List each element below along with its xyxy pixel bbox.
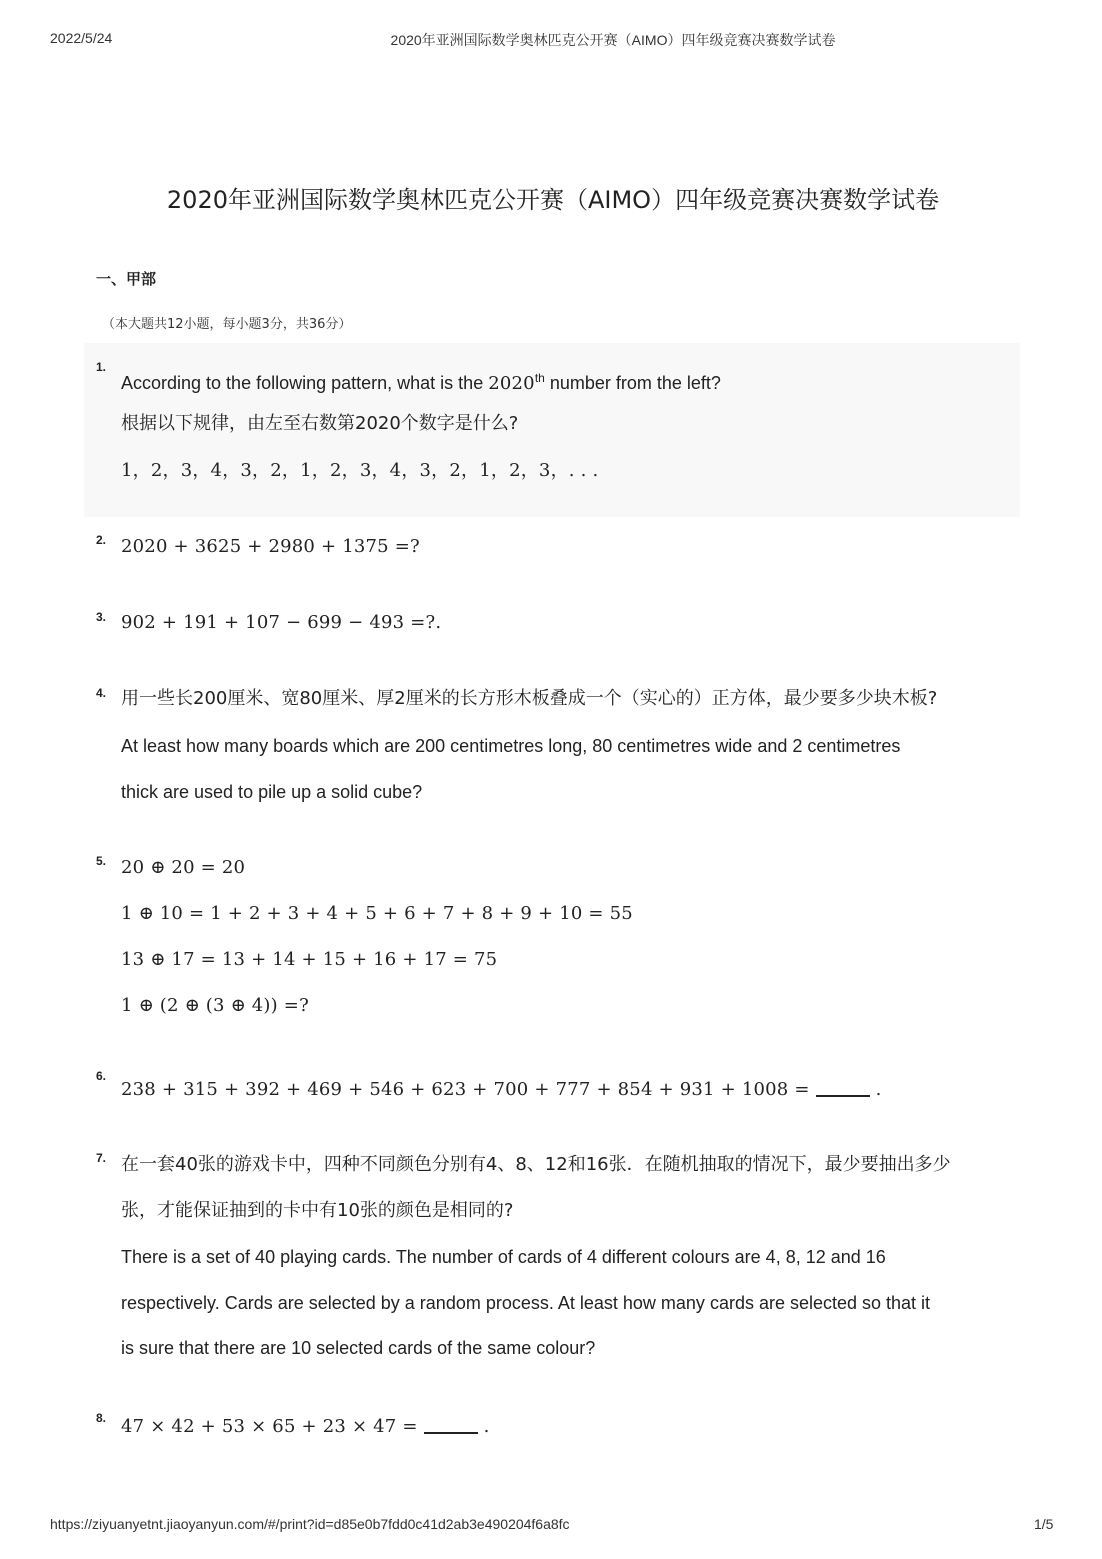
question-7-chinese-1: 在一套40张的游戏卡中，四种不同颜色分别有4、8、12和16张．在随机抽取的情况下，最少要抽出多少 (121, 1154, 951, 1175)
footer-url: https://ziyuanyetnt.jiaoyanyun.com/#/print?id=d85e0b7fdd0c41d2ab3e490204f6a8fc (50, 1516, 570, 1532)
question-6-expression: 238 + 315 + 392 + 469 + 546 + 623 + 700 + 777 + 854 + 931 + 1008 = (121, 1079, 810, 1100)
header-title: 2020年亚洲国际数学奥林匹克公开赛（AIMO）四年级竞赛决赛数学试卷 (390, 32, 836, 48)
question-1-english-pre: According to the following pattern, what is the (121, 373, 489, 393)
question-6-line (121, 1077, 882, 1102)
question-5-number: 5. (96, 854, 107, 868)
section-title: 一、甲部 (96, 270, 157, 288)
question-1-number-2020: 2020 (488, 373, 535, 394)
question-1-superscript: th (534, 371, 545, 385)
question-6-number: 6. (96, 1069, 107, 1083)
header-date: 2022/5/24 (50, 30, 113, 46)
document-title: 2020年亚洲国际数学奥林匹克公开赛（AIMO）四年级竞赛决赛数学试卷 (166, 186, 940, 214)
question-1-sequence: 1，2，3，4，3，2，1，2，3，4，3，2，1，2，3，. . . (121, 460, 599, 481)
question-6-period: . (875, 1079, 882, 1100)
question-6-answer-blank (816, 1077, 870, 1097)
question-8-expression: 47 × 42 + 53 × 65 + 23 × 47 = (121, 1416, 418, 1437)
question-7-number: 7. (96, 1151, 107, 1165)
question-1-english (121, 366, 721, 396)
question-1-chinese: 根据以下规律，由左至右数第2020个数字是什么? (121, 413, 519, 434)
question-4-chinese: 用一些长200厘米、宽80厘米、厚2厘米的长方形木板叠成一个（实心的）正方体，最少要多少块木板? (121, 688, 938, 709)
question-4-number: 4. (96, 686, 107, 700)
question-8-line (121, 1414, 490, 1439)
footer-page-number: 1/5 (1034, 1516, 1054, 1532)
question-5-line-1: 20 ⊕ 20 = 20 (121, 857, 246, 878)
question-7-english-2: respectively. Cards are selected by a random process. At least how many cards are selected so that it (121, 1293, 931, 1313)
question-5-line-3: 13 ⊕ 17 = 13 + 14 + 15 + 16 + 17 = 75 (121, 949, 498, 970)
question-8-answer-blank (424, 1414, 478, 1434)
section-note: （本大题共12小题，每小题3分，共36分） (102, 317, 352, 332)
question-7-english-1: There is a set of 40 playing cards. The number of cards of 4 different colours are 4, 8, 12 and 16 (121, 1247, 886, 1267)
question-5-line-4: 1 ⊕ (2 ⊕ (3 ⊕ 4)) =? (121, 995, 309, 1016)
question-7-english-3: is sure that there are 10 selected cards of the same colour? (121, 1338, 596, 1358)
question-1-english-post: number from the left? (544, 373, 721, 393)
question-3-number: 3. (96, 610, 107, 624)
question-2-expression: 2020 + 3625 + 2980 + 1375 =? (121, 536, 420, 557)
question-8-period: . (483, 1416, 490, 1437)
question-4-english-2: thick are used to pile up a solid cube? (121, 782, 423, 802)
question-7-chinese-2: 张，才能保证抽到的卡中有10张的颜色是相同的? (121, 1200, 514, 1221)
question-2-number: 2. (96, 533, 107, 547)
question-3-expression: 902 + 191 + 107 − 699 − 493 =?. (121, 612, 442, 633)
question-4-english-1: At least how many boards which are 200 centimetres long, 80 centimetres wide and 2 centimetres (121, 736, 901, 756)
question-5-line-2: 1 ⊕ 10 = 1 + 2 + 3 + 4 + 5 + 6 + 7 + 8 + 9 + 10 = 55 (121, 903, 633, 924)
question-1-number: 1. (96, 360, 107, 374)
question-8-number: 8. (96, 1411, 107, 1425)
